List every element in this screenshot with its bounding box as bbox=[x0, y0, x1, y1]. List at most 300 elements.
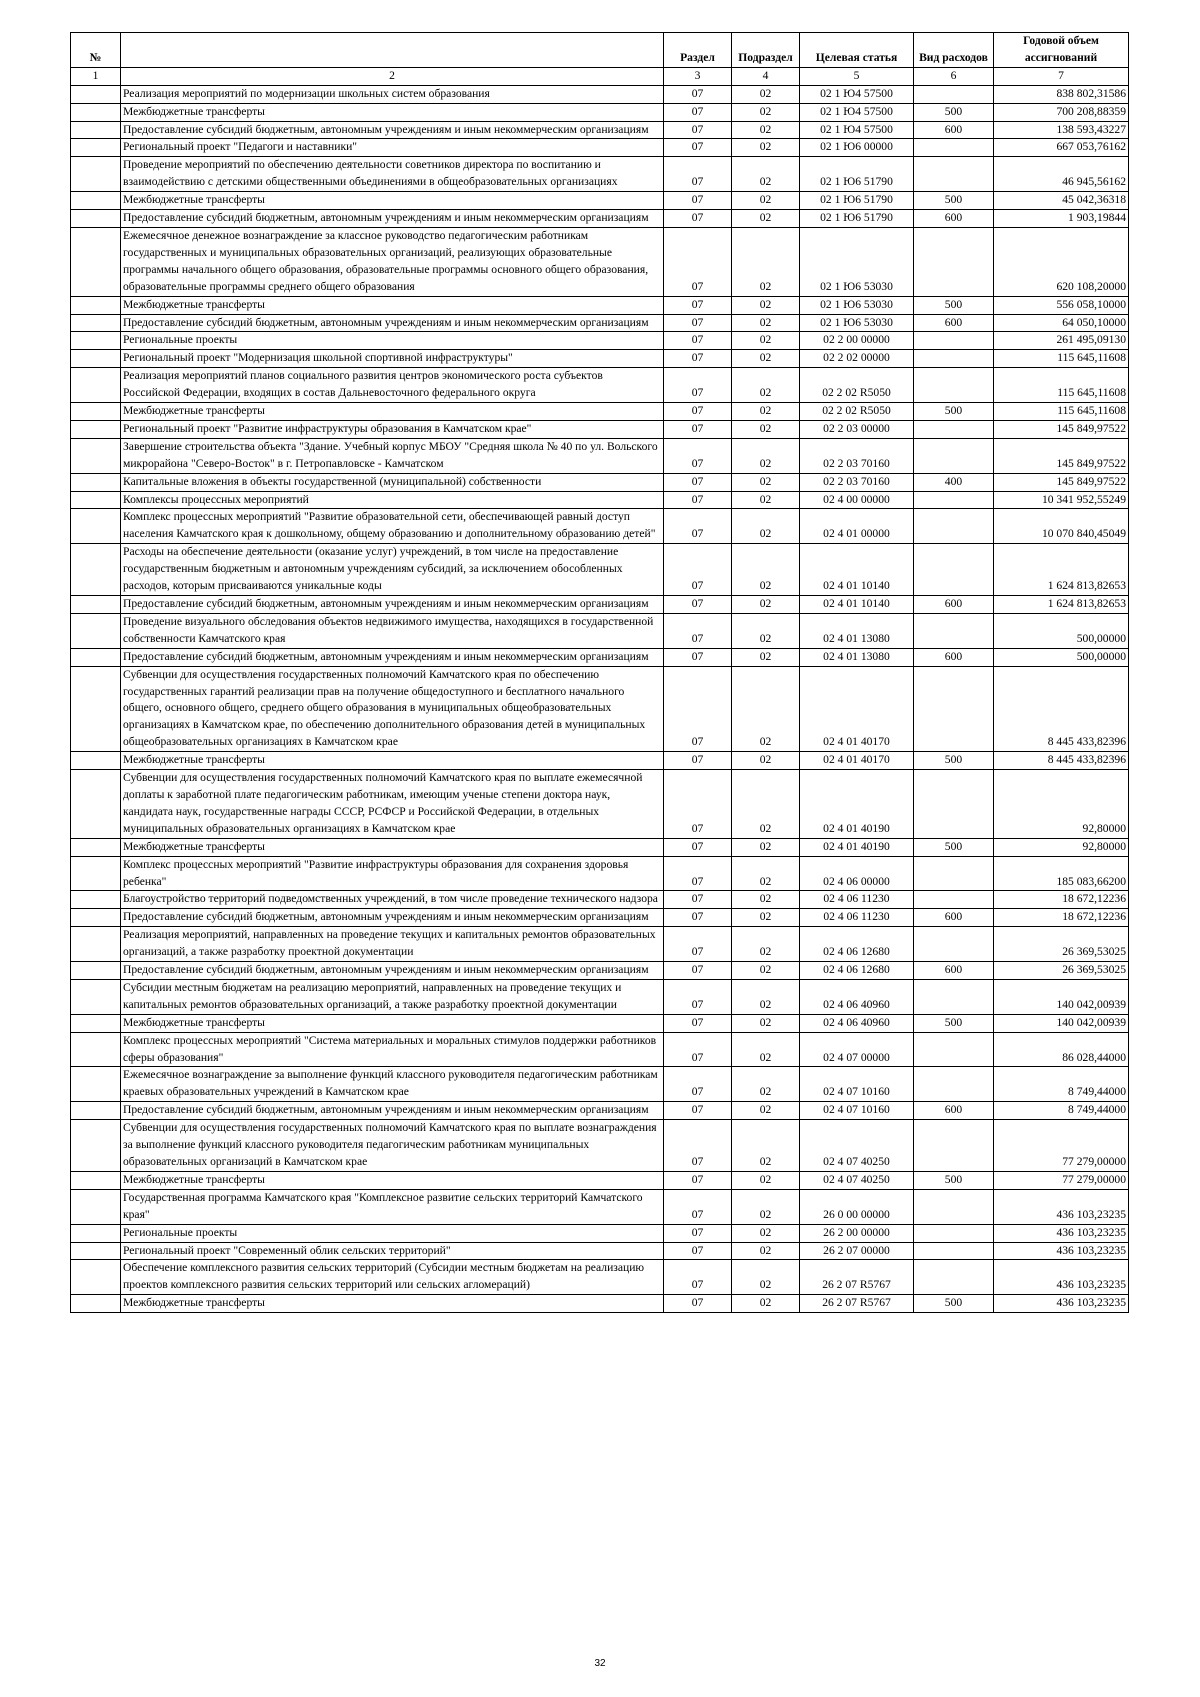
row-number-cell bbox=[71, 979, 121, 1014]
row-name-cell: Межбюджетные трансферты bbox=[121, 103, 664, 121]
row-podrazdel-cell: 02 bbox=[732, 491, 800, 509]
row-podrazdel-cell: 02 bbox=[732, 192, 800, 210]
row-name-cell: Региональные проекты bbox=[121, 1224, 664, 1242]
row-target-article-cell: 02 2 02 R5050 bbox=[800, 368, 914, 403]
table-row bbox=[71, 403, 1129, 421]
row-podrazdel-cell: 02 bbox=[732, 891, 800, 909]
table-row bbox=[71, 1295, 1129, 1313]
row-target-article-cell: 02 4 01 13080 bbox=[800, 648, 914, 666]
table-row bbox=[71, 909, 1129, 927]
row-podrazdel-cell: 02 bbox=[732, 210, 800, 228]
row-number-cell bbox=[71, 1224, 121, 1242]
table-row bbox=[71, 332, 1129, 350]
row-expense-type-cell bbox=[914, 979, 994, 1014]
row-expense-type-cell: 500 bbox=[914, 752, 994, 770]
row-name-cell: Ежемесячное денежное вознаграждение за классное руководство педагогическим работникам государственных и муниципальных образовательных организаций, реализующих образовательные программы начального общего образования, образовательные программы основного общего образования, образовательные программы среднего общего образования bbox=[121, 227, 664, 296]
row-razdel-cell: 07 bbox=[664, 103, 732, 121]
row-amount-cell: 700 208,88359 bbox=[994, 103, 1129, 121]
row-amount-cell: 1 903,19844 bbox=[994, 210, 1129, 228]
row-razdel-cell: 07 bbox=[664, 1260, 732, 1295]
row-target-article-cell: 02 2 03 70160 bbox=[800, 438, 914, 473]
row-number-cell bbox=[71, 350, 121, 368]
row-razdel-cell: 07 bbox=[664, 350, 732, 368]
row-number-cell bbox=[71, 491, 121, 509]
row-name-cell: Реализация мероприятий планов социального развития центров экономического роста субъектов Российской Федерации, входящих в состав Дальневосточного федерального округа bbox=[121, 368, 664, 403]
row-amount-cell: 26 369,53025 bbox=[994, 962, 1129, 980]
row-amount-cell: 77 279,00000 bbox=[994, 1120, 1129, 1172]
row-podrazdel-cell: 02 bbox=[732, 1242, 800, 1260]
row-target-article-cell: 02 1 Ю6 53030 bbox=[800, 314, 914, 332]
row-podrazdel-cell: 02 bbox=[732, 85, 800, 103]
row-amount-cell: 8 749,44000 bbox=[994, 1067, 1129, 1102]
row-podrazdel-cell: 02 bbox=[732, 752, 800, 770]
row-expense-type-cell bbox=[914, 438, 994, 473]
row-podrazdel-cell: 02 bbox=[732, 350, 800, 368]
row-podrazdel-cell: 02 bbox=[732, 1171, 800, 1189]
row-razdel-cell: 07 bbox=[664, 473, 732, 491]
row-target-article-cell: 02 4 06 11230 bbox=[800, 909, 914, 927]
row-name-cell: Предоставление субсидий бюджетным, автономным учреждениям и иным некоммерческим организациям bbox=[121, 121, 664, 139]
row-expense-type-cell bbox=[914, 350, 994, 368]
row-amount-cell: 18 672,12236 bbox=[994, 891, 1129, 909]
table-row bbox=[71, 962, 1129, 980]
row-name-cell: Предоставление субсидий бюджетным, автономным учреждениям и иным некоммерческим организациям bbox=[121, 909, 664, 927]
row-amount-cell: 45 042,36318 bbox=[994, 192, 1129, 210]
row-expense-type-cell bbox=[914, 1189, 994, 1224]
row-razdel-cell: 07 bbox=[664, 1032, 732, 1067]
row-amount-cell: 77 279,00000 bbox=[994, 1171, 1129, 1189]
row-target-article-cell: 02 4 01 40170 bbox=[800, 666, 914, 752]
row-razdel-cell: 07 bbox=[664, 666, 732, 752]
table-row bbox=[71, 314, 1129, 332]
row-expense-type-cell: 500 bbox=[914, 1171, 994, 1189]
table-row bbox=[71, 1032, 1129, 1067]
table-row bbox=[71, 1224, 1129, 1242]
row-podrazdel-cell: 02 bbox=[732, 314, 800, 332]
row-amount-cell: 115 645,11608 bbox=[994, 368, 1129, 403]
row-amount-cell: 500,00000 bbox=[994, 648, 1129, 666]
row-podrazdel-cell: 02 bbox=[732, 1067, 800, 1102]
row-amount-cell: 18 672,12236 bbox=[994, 909, 1129, 927]
row-amount-cell: 185 083,66200 bbox=[994, 856, 1129, 891]
row-razdel-cell: 07 bbox=[664, 227, 732, 296]
row-razdel-cell: 07 bbox=[664, 648, 732, 666]
row-target-article-cell: 02 1 Ю4 57500 bbox=[800, 121, 914, 139]
row-amount-cell: 838 802,31586 bbox=[994, 85, 1129, 103]
row-name-cell: Межбюджетные трансферты bbox=[121, 1295, 664, 1313]
row-amount-cell: 92,80000 bbox=[994, 770, 1129, 839]
row-target-article-cell: 02 4 01 40170 bbox=[800, 752, 914, 770]
row-name-cell: Межбюджетные трансферты bbox=[121, 192, 664, 210]
table-row bbox=[71, 891, 1129, 909]
row-target-article-cell: 02 4 01 10140 bbox=[800, 544, 914, 596]
row-target-article-cell: 02 2 03 70160 bbox=[800, 473, 914, 491]
row-razdel-cell: 07 bbox=[664, 596, 732, 614]
table-row bbox=[71, 1014, 1129, 1032]
row-podrazdel-cell: 02 bbox=[732, 420, 800, 438]
row-amount-cell: 261 495,09130 bbox=[994, 332, 1129, 350]
row-podrazdel-cell: 02 bbox=[732, 838, 800, 856]
col-number: 5 bbox=[800, 67, 914, 85]
row-podrazdel-cell: 02 bbox=[732, 438, 800, 473]
budget-table bbox=[70, 32, 1129, 1313]
row-target-article-cell: 02 1 Ю6 51790 bbox=[800, 210, 914, 228]
row-amount-cell: 145 849,97522 bbox=[994, 438, 1129, 473]
row-name-cell: Межбюджетные трансферты bbox=[121, 752, 664, 770]
row-target-article-cell: 02 4 01 10140 bbox=[800, 596, 914, 614]
row-amount-cell: 8 445 433,82396 bbox=[994, 666, 1129, 752]
row-target-article-cell: 02 4 06 12680 bbox=[800, 927, 914, 962]
row-name-cell: Межбюджетные трансферты bbox=[121, 1171, 664, 1189]
row-amount-cell: 556 058,10000 bbox=[994, 296, 1129, 314]
row-podrazdel-cell: 02 bbox=[732, 157, 800, 192]
col-header-target-article: Целевая статья bbox=[800, 33, 914, 68]
row-name-cell: Субсидии местным бюджетам на реализацию мероприятий, направленных на проведение текущих и капитальных ремонтов образовательных организаций, а также разработку проектной документации bbox=[121, 979, 664, 1014]
row-amount-cell: 140 042,00939 bbox=[994, 1014, 1129, 1032]
row-expense-type-cell bbox=[914, 491, 994, 509]
table-row bbox=[71, 752, 1129, 770]
row-number-cell bbox=[71, 103, 121, 121]
row-name-cell: Расходы на обеспечение деятельности (оказание услуг) учреждений, в том числе на предоставление государственным бюджетным и автономным учреждениям субсидий, за исключением обособленных расходов, которым присваиваются уникальные коды bbox=[121, 544, 664, 596]
row-target-article-cell: 02 4 06 40960 bbox=[800, 1014, 914, 1032]
row-expense-type-cell: 500 bbox=[914, 192, 994, 210]
row-razdel-cell: 07 bbox=[664, 927, 732, 962]
row-expense-type-cell bbox=[914, 613, 994, 648]
row-expense-type-cell bbox=[914, 332, 994, 350]
row-razdel-cell: 07 bbox=[664, 1295, 732, 1313]
row-amount-cell: 115 645,11608 bbox=[994, 350, 1129, 368]
row-podrazdel-cell: 02 bbox=[732, 979, 800, 1014]
row-razdel-cell: 07 bbox=[664, 1014, 732, 1032]
row-podrazdel-cell: 02 bbox=[732, 596, 800, 614]
table-row bbox=[71, 856, 1129, 891]
table-row bbox=[71, 666, 1129, 752]
column-number-row bbox=[71, 67, 1129, 85]
table-row bbox=[71, 927, 1129, 962]
row-number-cell bbox=[71, 473, 121, 491]
row-podrazdel-cell: 02 bbox=[732, 856, 800, 891]
row-expense-type-cell: 600 bbox=[914, 596, 994, 614]
row-expense-type-cell: 500 bbox=[914, 838, 994, 856]
row-expense-type-cell bbox=[914, 891, 994, 909]
row-target-article-cell: 02 4 07 10160 bbox=[800, 1067, 914, 1102]
row-expense-type-cell bbox=[914, 856, 994, 891]
table-row bbox=[71, 1189, 1129, 1224]
row-name-cell: Завершение строительства объекта "Здание. Учебный корпус МБОУ "Средняя школа № 40 по ул. Вольского микрорайона "Северо-Восток" в г. Петропавловске - Камчатском bbox=[121, 438, 664, 473]
row-amount-cell: 500,00000 bbox=[994, 613, 1129, 648]
row-name-cell: Капитальные вложения в объекты государственной (муниципальной) собственности bbox=[121, 473, 664, 491]
row-podrazdel-cell: 02 bbox=[732, 1120, 800, 1172]
row-name-cell: Проведение визуального обследования объектов недвижимого имущества, находящихся в государственной собственности Камчатского края bbox=[121, 613, 664, 648]
row-number-cell bbox=[71, 1067, 121, 1102]
row-number-cell bbox=[71, 332, 121, 350]
col-number: 3 bbox=[664, 67, 732, 85]
row-expense-type-cell: 500 bbox=[914, 103, 994, 121]
row-expense-type-cell: 400 bbox=[914, 473, 994, 491]
row-razdel-cell: 07 bbox=[664, 368, 732, 403]
table-row bbox=[71, 157, 1129, 192]
row-number-cell bbox=[71, 1120, 121, 1172]
row-target-article-cell: 02 1 Ю4 57500 bbox=[800, 85, 914, 103]
row-name-cell: Предоставление субсидий бюджетным, автономным учреждениям и иным некоммерческим организациям bbox=[121, 1102, 664, 1120]
table-row bbox=[71, 838, 1129, 856]
row-podrazdel-cell: 02 bbox=[732, 613, 800, 648]
row-amount-cell: 46 945,56162 bbox=[994, 157, 1129, 192]
row-amount-cell: 1 624 813,82653 bbox=[994, 596, 1129, 614]
row-razdel-cell: 07 bbox=[664, 856, 732, 891]
row-razdel-cell: 07 bbox=[664, 1224, 732, 1242]
row-name-cell: Региональные проекты bbox=[121, 332, 664, 350]
row-expense-type-cell bbox=[914, 1067, 994, 1102]
table-row bbox=[71, 1067, 1129, 1102]
row-number-cell bbox=[71, 648, 121, 666]
table-row bbox=[71, 491, 1129, 509]
row-podrazdel-cell: 02 bbox=[732, 368, 800, 403]
row-target-article-cell: 26 0 00 00000 bbox=[800, 1189, 914, 1224]
row-razdel-cell: 07 bbox=[664, 403, 732, 421]
table-row bbox=[71, 121, 1129, 139]
row-name-cell: Предоставление субсидий бюджетным, автономным учреждениям и иным некоммерческим организациям bbox=[121, 210, 664, 228]
col-number: 4 bbox=[732, 67, 800, 85]
row-amount-cell: 10 341 952,55249 bbox=[994, 491, 1129, 509]
col-header-annual-amount: Годовой объем ассигнований bbox=[994, 33, 1129, 68]
row-razdel-cell: 07 bbox=[664, 544, 732, 596]
row-number-cell bbox=[71, 139, 121, 157]
col-header-razdel: Раздел bbox=[664, 33, 732, 68]
row-podrazdel-cell: 02 bbox=[732, 909, 800, 927]
row-razdel-cell: 07 bbox=[664, 157, 732, 192]
row-number-cell bbox=[71, 666, 121, 752]
row-number-cell bbox=[71, 296, 121, 314]
row-name-cell: Предоставление субсидий бюджетным, автономным учреждениям и иным некоммерческим организациям bbox=[121, 314, 664, 332]
row-number-cell bbox=[71, 1102, 121, 1120]
row-target-article-cell: 02 1 Ю6 53030 bbox=[800, 296, 914, 314]
row-name-cell: Межбюджетные трансферты bbox=[121, 403, 664, 421]
row-razdel-cell: 07 bbox=[664, 121, 732, 139]
table-row bbox=[71, 1260, 1129, 1295]
row-amount-cell: 138 593,43227 bbox=[994, 121, 1129, 139]
row-expense-type-cell bbox=[914, 1242, 994, 1260]
row-expense-type-cell: 600 bbox=[914, 210, 994, 228]
row-expense-type-cell: 500 bbox=[914, 1295, 994, 1313]
row-name-cell: Проведение мероприятий по обеспечению деятельности советников директора по воспитанию и взаимодействию с детскими общественными объединениями в общеобразовательных организациях bbox=[121, 157, 664, 192]
row-razdel-cell: 07 bbox=[664, 332, 732, 350]
table-row bbox=[71, 139, 1129, 157]
row-target-article-cell: 02 4 07 00000 bbox=[800, 1032, 914, 1067]
row-number-cell bbox=[71, 509, 121, 544]
row-razdel-cell: 07 bbox=[664, 962, 732, 980]
row-podrazdel-cell: 02 bbox=[732, 403, 800, 421]
row-podrazdel-cell: 02 bbox=[732, 1189, 800, 1224]
row-target-article-cell: 02 4 07 40250 bbox=[800, 1120, 914, 1172]
table-row bbox=[71, 1102, 1129, 1120]
row-number-cell bbox=[71, 752, 121, 770]
row-podrazdel-cell: 02 bbox=[732, 332, 800, 350]
row-target-article-cell: 02 2 02 R5050 bbox=[800, 403, 914, 421]
row-target-article-cell: 02 4 06 00000 bbox=[800, 856, 914, 891]
row-target-article-cell: 26 2 07 00000 bbox=[800, 1242, 914, 1260]
row-podrazdel-cell: 02 bbox=[732, 666, 800, 752]
col-header-podrazdel: Подраздел bbox=[732, 33, 800, 68]
row-number-cell bbox=[71, 227, 121, 296]
row-target-article-cell: 02 4 01 40190 bbox=[800, 770, 914, 839]
row-podrazdel-cell: 02 bbox=[732, 139, 800, 157]
row-amount-cell: 64 050,10000 bbox=[994, 314, 1129, 332]
page-number: 32 bbox=[594, 1658, 606, 1669]
row-razdel-cell: 07 bbox=[664, 210, 732, 228]
row-razdel-cell: 07 bbox=[664, 296, 732, 314]
row-razdel-cell: 07 bbox=[664, 314, 732, 332]
row-amount-cell: 140 042,00939 bbox=[994, 979, 1129, 1014]
row-target-article-cell: 02 4 07 40250 bbox=[800, 1171, 914, 1189]
row-name-cell: Комплекс процессных мероприятий "Развитие образовательной сети, обеспечивающей равный доступ населения Камчатского края к дошкольному, общему образованию и дополнительному образованию детей" bbox=[121, 509, 664, 544]
row-podrazdel-cell: 02 bbox=[732, 227, 800, 296]
row-target-article-cell: 02 4 06 12680 bbox=[800, 962, 914, 980]
row-number-cell bbox=[71, 121, 121, 139]
row-expense-type-cell bbox=[914, 509, 994, 544]
col-header-expense-type: Вид расходов bbox=[914, 33, 994, 68]
row-name-cell: Комплекс процессных мероприятий "Система материальных и моральных стимулов поддержки работников сферы образования" bbox=[121, 1032, 664, 1067]
row-number-cell bbox=[71, 420, 121, 438]
row-expense-type-cell bbox=[914, 420, 994, 438]
row-razdel-cell: 07 bbox=[664, 509, 732, 544]
row-name-cell: Предоставление субсидий бюджетным, автономным учреждениям и иным некоммерческим организациям bbox=[121, 648, 664, 666]
row-name-cell: Государственная программа Камчатского края "Комплексное развитие сельских территорий Камчатского края" bbox=[121, 1189, 664, 1224]
row-amount-cell: 8 445 433,82396 bbox=[994, 752, 1129, 770]
row-number-cell bbox=[71, 770, 121, 839]
row-razdel-cell: 07 bbox=[664, 1189, 732, 1224]
row-amount-cell: 92,80000 bbox=[994, 838, 1129, 856]
row-number-cell bbox=[71, 157, 121, 192]
row-name-cell: Обеспечение комплексного развития сельских территорий (Субсидии местным бюджетам на реализацию проектов комплексного развития сельских территорий или сельских агломераций) bbox=[121, 1260, 664, 1295]
row-name-cell: Субвенции для осуществления государственных полномочий Камчатского края по выплате вознаграждения за выполнение функций классного руководителя педагогическим работникам муниципальных образовательных организаций в Камчатском крае bbox=[121, 1120, 664, 1172]
row-expense-type-cell bbox=[914, 1032, 994, 1067]
row-name-cell: Реализация мероприятий по модернизации школьных систем образования bbox=[121, 85, 664, 103]
row-number-cell bbox=[71, 1014, 121, 1032]
row-target-article-cell: 26 2 07 R5767 bbox=[800, 1260, 914, 1295]
row-razdel-cell: 07 bbox=[664, 613, 732, 648]
col-header-name bbox=[121, 33, 664, 68]
row-razdel-cell: 07 bbox=[664, 909, 732, 927]
row-podrazdel-cell: 02 bbox=[732, 1014, 800, 1032]
row-amount-cell: 26 369,53025 bbox=[994, 927, 1129, 962]
row-podrazdel-cell: 02 bbox=[732, 544, 800, 596]
row-podrazdel-cell: 02 bbox=[732, 296, 800, 314]
header-row bbox=[71, 33, 1129, 68]
row-razdel-cell: 07 bbox=[664, 979, 732, 1014]
row-number-cell bbox=[71, 596, 121, 614]
row-name-cell: Межбюджетные трансферты bbox=[121, 296, 664, 314]
row-number-cell bbox=[71, 314, 121, 332]
row-target-article-cell: 02 4 01 40190 bbox=[800, 838, 914, 856]
row-amount-cell: 1 624 813,82653 bbox=[994, 544, 1129, 596]
row-expense-type-cell bbox=[914, 666, 994, 752]
row-name-cell: Реализация мероприятий, направленных на проведение текущих и капитальных ремонтов образовательных организаций, а также разработку проектной документации bbox=[121, 927, 664, 962]
row-podrazdel-cell: 02 bbox=[732, 121, 800, 139]
table-row bbox=[71, 1120, 1129, 1172]
table-row bbox=[71, 438, 1129, 473]
row-amount-cell: 8 749,44000 bbox=[994, 1102, 1129, 1120]
row-name-cell: Межбюджетные трансферты bbox=[121, 1014, 664, 1032]
table-row bbox=[71, 509, 1129, 544]
row-podrazdel-cell: 02 bbox=[732, 927, 800, 962]
row-target-article-cell: 02 4 00 00000 bbox=[800, 491, 914, 509]
row-expense-type-cell bbox=[914, 770, 994, 839]
row-target-article-cell: 02 4 01 13080 bbox=[800, 613, 914, 648]
row-number-cell bbox=[71, 210, 121, 228]
table-row bbox=[71, 1171, 1129, 1189]
row-number-cell bbox=[71, 1242, 121, 1260]
row-razdel-cell: 07 bbox=[664, 491, 732, 509]
row-name-cell: Благоустройство территорий подведомственных учреждений, в том числе проведение технического надзора bbox=[121, 891, 664, 909]
row-amount-cell: 436 103,23235 bbox=[994, 1295, 1129, 1313]
row-expense-type-cell bbox=[914, 157, 994, 192]
row-amount-cell: 145 849,97522 bbox=[994, 473, 1129, 491]
row-amount-cell: 436 103,23235 bbox=[994, 1189, 1129, 1224]
col-header-number: № bbox=[71, 33, 121, 68]
row-razdel-cell: 07 bbox=[664, 1171, 732, 1189]
row-target-article-cell: 02 1 Ю6 51790 bbox=[800, 192, 914, 210]
row-razdel-cell: 07 bbox=[664, 838, 732, 856]
row-target-article-cell: 26 2 00 00000 bbox=[800, 1224, 914, 1242]
row-name-cell: Субвенции для осуществления государственных полномочий Камчатского края по выплате ежемесячной доплаты к заработной плате педагогическим работникам, имеющим ученые степени доктора наук, кандидата наук, государственные награды СССР, РСФСР и Российской Федерации, в отдельных муниципальных образовательных организациях в Камчатском крае bbox=[121, 770, 664, 839]
row-number-cell bbox=[71, 927, 121, 962]
row-target-article-cell: 02 4 01 00000 bbox=[800, 509, 914, 544]
row-amount-cell: 436 103,23235 bbox=[994, 1242, 1129, 1260]
row-amount-cell: 145 849,97522 bbox=[994, 420, 1129, 438]
row-amount-cell: 115 645,11608 bbox=[994, 403, 1129, 421]
row-expense-type-cell bbox=[914, 1260, 994, 1295]
table-row bbox=[71, 296, 1129, 314]
row-target-article-cell: 02 1 Ю6 00000 bbox=[800, 139, 914, 157]
row-number-cell bbox=[71, 192, 121, 210]
row-number-cell bbox=[71, 838, 121, 856]
row-number-cell bbox=[71, 368, 121, 403]
row-target-article-cell: 02 2 03 00000 bbox=[800, 420, 914, 438]
row-target-article-cell: 02 4 07 10160 bbox=[800, 1102, 914, 1120]
row-podrazdel-cell: 02 bbox=[732, 103, 800, 121]
col-number: 6 bbox=[914, 67, 994, 85]
row-expense-type-cell bbox=[914, 544, 994, 596]
row-name-cell: Региональный проект "Модернизация школьной спортивной инфраструктуры" bbox=[121, 350, 664, 368]
table-row bbox=[71, 350, 1129, 368]
row-target-article-cell: 02 2 00 00000 bbox=[800, 332, 914, 350]
row-number-cell bbox=[71, 1260, 121, 1295]
row-amount-cell: 667 053,76162 bbox=[994, 139, 1129, 157]
row-number-cell bbox=[71, 1295, 121, 1313]
row-expense-type-cell bbox=[914, 1120, 994, 1172]
table-row bbox=[71, 103, 1129, 121]
row-target-article-cell: 02 1 Ю4 57500 bbox=[800, 103, 914, 121]
row-number-cell bbox=[71, 1189, 121, 1224]
row-number-cell bbox=[71, 544, 121, 596]
row-number-cell bbox=[71, 613, 121, 648]
row-expense-type-cell bbox=[914, 139, 994, 157]
row-podrazdel-cell: 02 bbox=[732, 1260, 800, 1295]
table-row bbox=[71, 648, 1129, 666]
table-row bbox=[71, 596, 1129, 614]
row-expense-type-cell: 600 bbox=[914, 648, 994, 666]
row-target-article-cell: 02 4 06 11230 bbox=[800, 891, 914, 909]
table-row bbox=[71, 210, 1129, 228]
row-name-cell: Региональный проект "Педагоги и наставники" bbox=[121, 139, 664, 157]
row-name-cell: Межбюджетные трансферты bbox=[121, 838, 664, 856]
row-number-cell bbox=[71, 891, 121, 909]
table-row bbox=[71, 613, 1129, 648]
row-expense-type-cell: 600 bbox=[914, 1102, 994, 1120]
table-row bbox=[71, 473, 1129, 491]
row-expense-type-cell: 600 bbox=[914, 909, 994, 927]
